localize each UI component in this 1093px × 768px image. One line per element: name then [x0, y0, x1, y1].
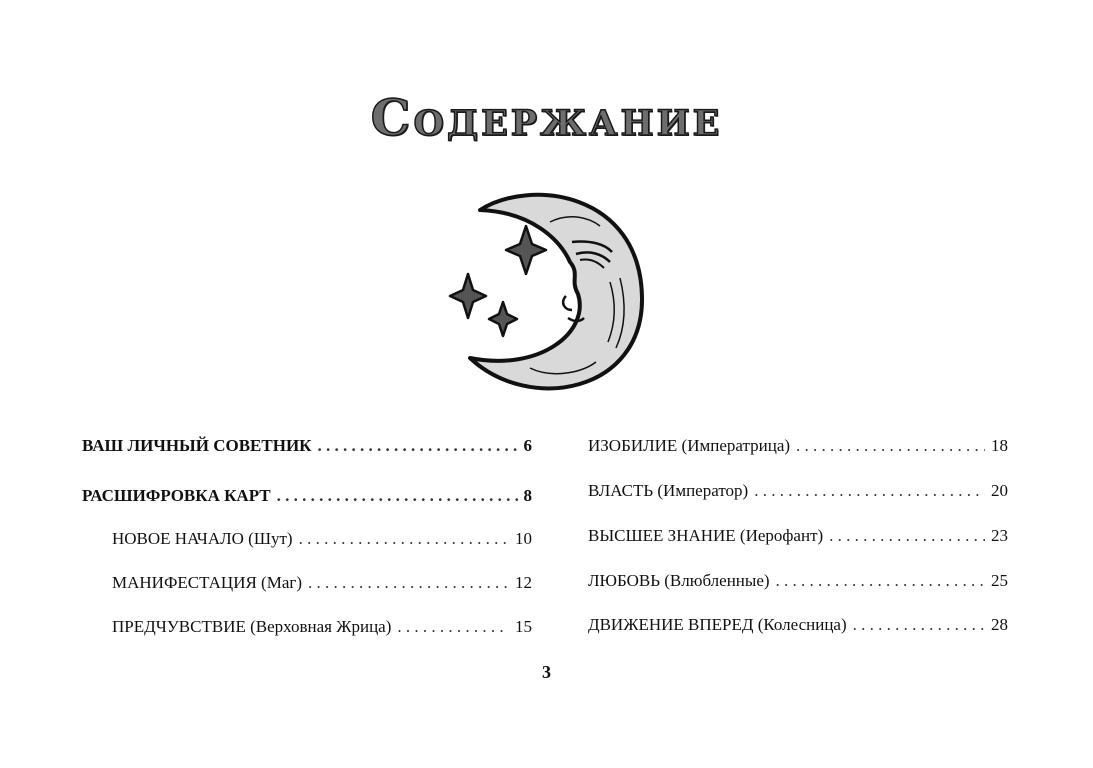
toc-entry[interactable] — [82, 486, 532, 506]
toc-entry-page: 23 — [991, 526, 1008, 545]
toc-leader-dots — [853, 615, 985, 635]
toc-entry[interactable] — [82, 436, 532, 456]
toc-entry-page: 15 — [515, 617, 532, 636]
page-number: 3 — [542, 662, 551, 682]
toc-leader-dots — [277, 486, 518, 506]
toc-entry-page: 8 — [523, 486, 532, 505]
toc-entry[interactable] — [588, 526, 1008, 546]
toc-entry-label: ВЛАСТЬ (Император) — [588, 481, 749, 500]
toc-entry-label: ДВИЖЕНИЕ ВПЕРЕД (Колесница) — [588, 615, 847, 634]
toc-entry[interactable] — [112, 573, 532, 593]
toc-entry[interactable] — [588, 615, 1008, 635]
toc-leader-dots — [318, 436, 518, 456]
toc-entry-label: НОВОЕ НАЧАЛО (Шут) — [112, 529, 293, 548]
toc-entry-label: ВАШ ЛИЧНЫЙ СОВЕТНИК — [82, 436, 312, 455]
toc-entry[interactable] — [588, 571, 1008, 591]
toc-leader-dots — [796, 436, 985, 456]
toc-entry-label: ИЗОБИЛИЕ (Императрица) — [588, 436, 791, 455]
crescent-moon-icon — [440, 182, 650, 404]
toc-entry-label: МАНИФЕСТАЦИЯ (Маг) — [112, 573, 303, 592]
toc-leader-dots — [829, 526, 985, 546]
toc-entry-page: 12 — [515, 573, 532, 592]
toc-leader-dots — [308, 573, 509, 593]
toc-entry[interactable] — [588, 481, 1008, 501]
toc-entry[interactable] — [588, 436, 1008, 456]
toc-leader-dots — [397, 617, 509, 637]
toc-entry-page: 6 — [523, 436, 532, 455]
toc-entry-label: ВЫСШЕЕ ЗНАНИЕ (Иерофант) — [588, 526, 824, 545]
toc-entry-page: 10 — [515, 529, 532, 548]
toc-entry-label: ПРЕДЧУВСТВИЕ (Верховная Жрица) — [112, 617, 392, 636]
toc-entry-page: 28 — [991, 615, 1008, 634]
toc-leader-dots — [754, 481, 985, 501]
toc-entry-label: ЛЮБОВЬ (Влюбленные) — [588, 571, 770, 590]
toc-entry-page: 25 — [991, 571, 1008, 590]
toc-entry-page: 20 — [991, 481, 1008, 500]
toc-entry[interactable] — [112, 529, 532, 549]
toc-entry-page: 18 — [991, 436, 1008, 455]
toc-entry[interactable] — [112, 617, 532, 637]
page-title: Содержание — [370, 88, 723, 147]
toc-leader-dots — [776, 571, 985, 591]
toc-entry-label: РАСШИФРОВКА КАРТ — [82, 486, 271, 505]
toc-leader-dots — [299, 529, 509, 549]
